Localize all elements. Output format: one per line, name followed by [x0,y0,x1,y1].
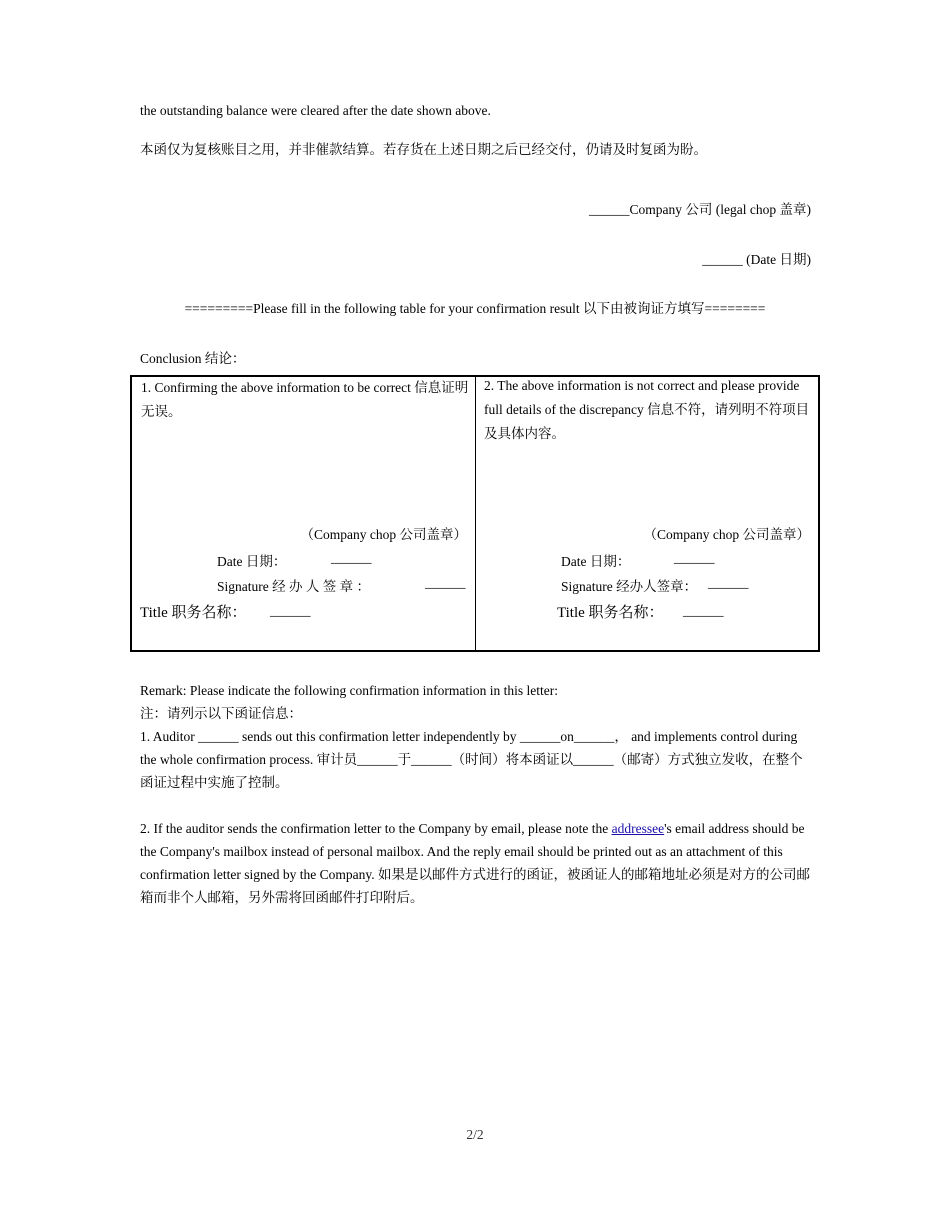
confirm-incorrect-cell[interactable] [476,376,820,651]
right-signature-blank: ______ [708,575,749,590]
right-company-chop: （Company chop 公司盖章） [643,527,810,542]
addressee-link[interactable]: addressee [611,821,665,836]
confirm-correct-text: 1. Confirming the above information to be correct 信息证明无误。 [141,380,469,419]
right-title-blank: ______ [683,603,724,618]
right-title-label: Title 职务名称： [557,605,664,621]
conclusion-label: Conclusion 结论： [140,351,246,366]
confirm-correct-cell[interactable] [131,376,476,651]
remark-section [140,679,812,909]
left-date-blank: ______ [331,550,372,565]
left-company-chop: （Company chop 公司盖章） [300,527,467,542]
fill-table-notice: =========Please fill in the following table for your confirmation result 以下由被询证方填写======== [184,301,766,316]
confirmation-table [130,375,820,652]
left-signature-blank: ______ [425,575,466,590]
right-date-label: Date 日期： [561,554,631,569]
company-legal-chop-line: ______Company 公司 (legal chop 盖章) [589,202,811,217]
left-signature-label: Signature 经 办 人 签 章 ： [217,579,370,594]
left-date-label: Date 日期： [217,554,287,569]
remark-item-2-before: 2. If the auditor sends the confirmation letter to the Company by email, please note the [140,821,612,836]
right-date-blank: ______ [674,550,715,565]
confirm-incorrect-text: 2. The above information is not correct and please provide full details of the discrepancy 信息不符，请列明不符项目及具体内容。 [484,378,810,441]
remark-line-en: Remark: Please indicate the following confirmation information in this letter: [140,683,559,698]
text-line-balance: the outstanding balance were cleared after the date shown above. [140,103,491,118]
left-title-label: Title 职务名称： [140,605,247,621]
remark-item-1: 1. Auditor ______ sends out this confirmation letter independently by ______on______， and implements control during the whole confirmation process. 审计员______于______（时间）将本函证以______（邮寄）方式独立发收，在整个函证过程中实施了控制。 [140,729,803,790]
company-date-line: ______ (Date 日期) [702,252,811,267]
page-number: 2/2 [466,1127,484,1142]
text-line-purpose-cn: 本函仅为复核账目之用，并非催款结算。若存货在上述日期之后已经交付，仍请及时复函为盼。 [140,142,707,157]
left-title-blank: ______ [270,603,311,618]
remark-line-cn: 注：请列示以下函证信息： [140,706,302,721]
remark-item-2-after: 's email address should be the Company's mailbox instead of personal mailbox. And the reply email should be printed out as an attachment of this confirmation letter signed by the Company. 如果是以邮件方式进行的函证，被函证人的邮箱地址必须是对方的公司邮箱而非个人邮箱，另外需将回函邮件打印附后。 [140,821,810,905]
right-signature-label: Signature 经办人签章： [561,579,698,594]
remark-item-2 [140,817,812,909]
